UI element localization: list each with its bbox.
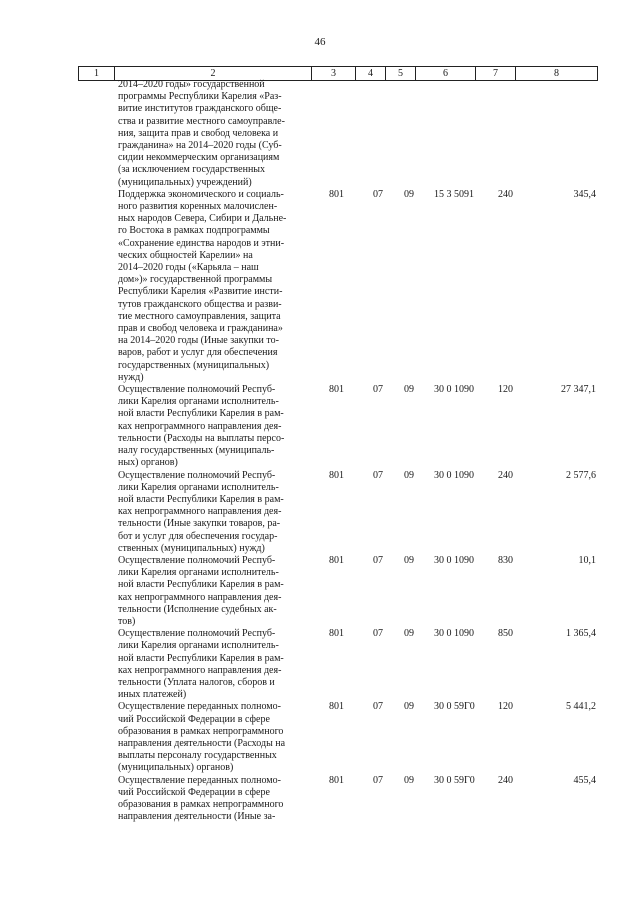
ministry-code: 801 <box>329 188 344 200</box>
ministry-code: 801 <box>329 628 344 640</box>
budget-table <box>0 79 640 823</box>
column-number: 7 <box>476 67 516 80</box>
amount: 345,4 <box>573 188 596 200</box>
column-number: 2 <box>115 67 312 80</box>
row-description: Поддержка экономического и социаль- ного развития коренных малочислен- ных народов Севера, Сибири и Дальне- го Востока в рамках подпрограммы «Сохранение единства народов и этни- ческих общностей Карелии» на 2014–2020 годы («Карьяла – наш дом»)» государственной программы Республики Карелия «Развитие инсти- тутов гражданского общества и разви- тие местного самоуправления, защита прав и свобод человека и гражданина» на 2014–2020 годы (Иные закупки то- варов, работ и услуг для обеспечения государственных (муниципальных) нужд) <box>118 188 287 383</box>
section-code: 07 <box>373 628 383 640</box>
ministry-code: 801 <box>329 554 344 566</box>
target-article-code: 30 0 1090 <box>434 628 474 640</box>
amount: 5 441,2 <box>566 701 596 713</box>
table-row <box>0 628 640 701</box>
row-description: Осуществление полномочий Респуб- лики Карелия органами исполнитель- ной власти Республики Карелия в рам- ках непрограммного направления дея- тельности (Иные закупки товаров, ра- бот и услуг для обеспечения государ- ственных (муниципальных) нужд) <box>118 469 284 554</box>
subsection-code: 09 <box>404 774 414 786</box>
target-article-code: 30 0 1090 <box>434 469 474 481</box>
section-code: 07 <box>373 701 383 713</box>
target-article-code: 30 0 1090 <box>434 384 474 396</box>
ministry-code: 801 <box>329 469 344 481</box>
target-article-code: 30 0 1090 <box>434 554 474 566</box>
amount: 2 577,6 <box>566 469 596 481</box>
section-code: 07 <box>373 384 383 396</box>
subsection-code: 09 <box>404 469 414 481</box>
column-number: 6 <box>416 67 476 80</box>
row-description: Осуществление полномочий Респуб- лики Карелия органами исполнитель- ной власти Республики Карелия в рам- ках непрограммного направления дея- тельности (Уплата налогов, сборов и иных платежей) <box>118 628 284 701</box>
amount: 27 347,1 <box>561 384 596 396</box>
subsection-code: 09 <box>404 188 414 200</box>
amount: 10,1 <box>578 554 596 566</box>
row-description: Осуществление переданных полномо- чий Российской Федерации в сфере образования в рамках непрограммного направления деятельности (Иные за- <box>118 774 284 823</box>
amount: 455,4 <box>573 774 596 786</box>
section-code: 07 <box>373 188 383 200</box>
expense-type-code: 240 <box>498 469 513 481</box>
row-description: 2014–2020 годы» государственной программы Республики Карелия «Раз- витие институтов гражданского обще- ства и развитие местного самоуправле- ния, защита прав и свобод человека и гражданина» на 2014–2020 годы (Суб- сидии некоммерческим организациям (за исключением государственных (муниципальных) учреждений) <box>118 79 285 188</box>
target-article-code: 30 0 59Г0 <box>434 701 475 713</box>
target-article-code: 15 3 5091 <box>434 188 474 200</box>
ministry-code: 801 <box>329 701 344 713</box>
expense-type-code: 240 <box>498 188 513 200</box>
expense-type-code: 850 <box>498 628 513 640</box>
table-row <box>0 775 640 824</box>
subsection-code: 09 <box>404 701 414 713</box>
column-number: 4 <box>356 67 386 80</box>
subsection-code: 09 <box>404 628 414 640</box>
column-number: 3 <box>312 67 356 80</box>
ministry-code: 801 <box>329 384 344 396</box>
ministry-code: 801 <box>329 774 344 786</box>
expense-type-code: 240 <box>498 774 513 786</box>
table-row <box>0 384 640 469</box>
amount: 1 365,4 <box>566 628 596 640</box>
section-code: 07 <box>373 554 383 566</box>
section-code: 07 <box>373 774 383 786</box>
column-number: 8 <box>554 68 559 79</box>
expense-type-code: 120 <box>498 701 513 713</box>
row-description: Осуществление полномочий Респуб- лики Карелия органами исполнитель- ной власти Республики Карелия в рам- ках непрограммного направления дея- тельности (Исполнение судебных ак- тов) <box>118 554 284 627</box>
table-row <box>0 189 640 384</box>
table-row <box>0 555 640 628</box>
column-number: 5 <box>386 67 416 80</box>
subsection-code: 09 <box>404 384 414 396</box>
row-description: Осуществление переданных полномо- чий Российской Федерации в сфере образования в рамках непрограммного направления деятельности (Расходы на выплаты персоналу государственных (муниципальных) органов) <box>118 701 286 774</box>
expense-type-code: 120 <box>498 384 513 396</box>
page-number: 46 <box>314 36 326 48</box>
table-row <box>0 79 640 189</box>
column-number: 1 <box>79 67 115 80</box>
table-row <box>0 701 640 774</box>
table-row <box>0 470 640 555</box>
subsection-code: 09 <box>404 554 414 566</box>
target-article-code: 30 0 59Г0 <box>434 774 475 786</box>
section-code: 07 <box>373 469 383 481</box>
expense-type-code: 830 <box>498 554 513 566</box>
row-description: Осуществление полномочий Респуб- лики Карелия органами исполнитель- ной власти Республики Карелия в рам- ках непрограммного направления дея- тельности (Расходы на выплаты персо- налу государственных (муниципаль- ных) органов) <box>118 384 285 469</box>
